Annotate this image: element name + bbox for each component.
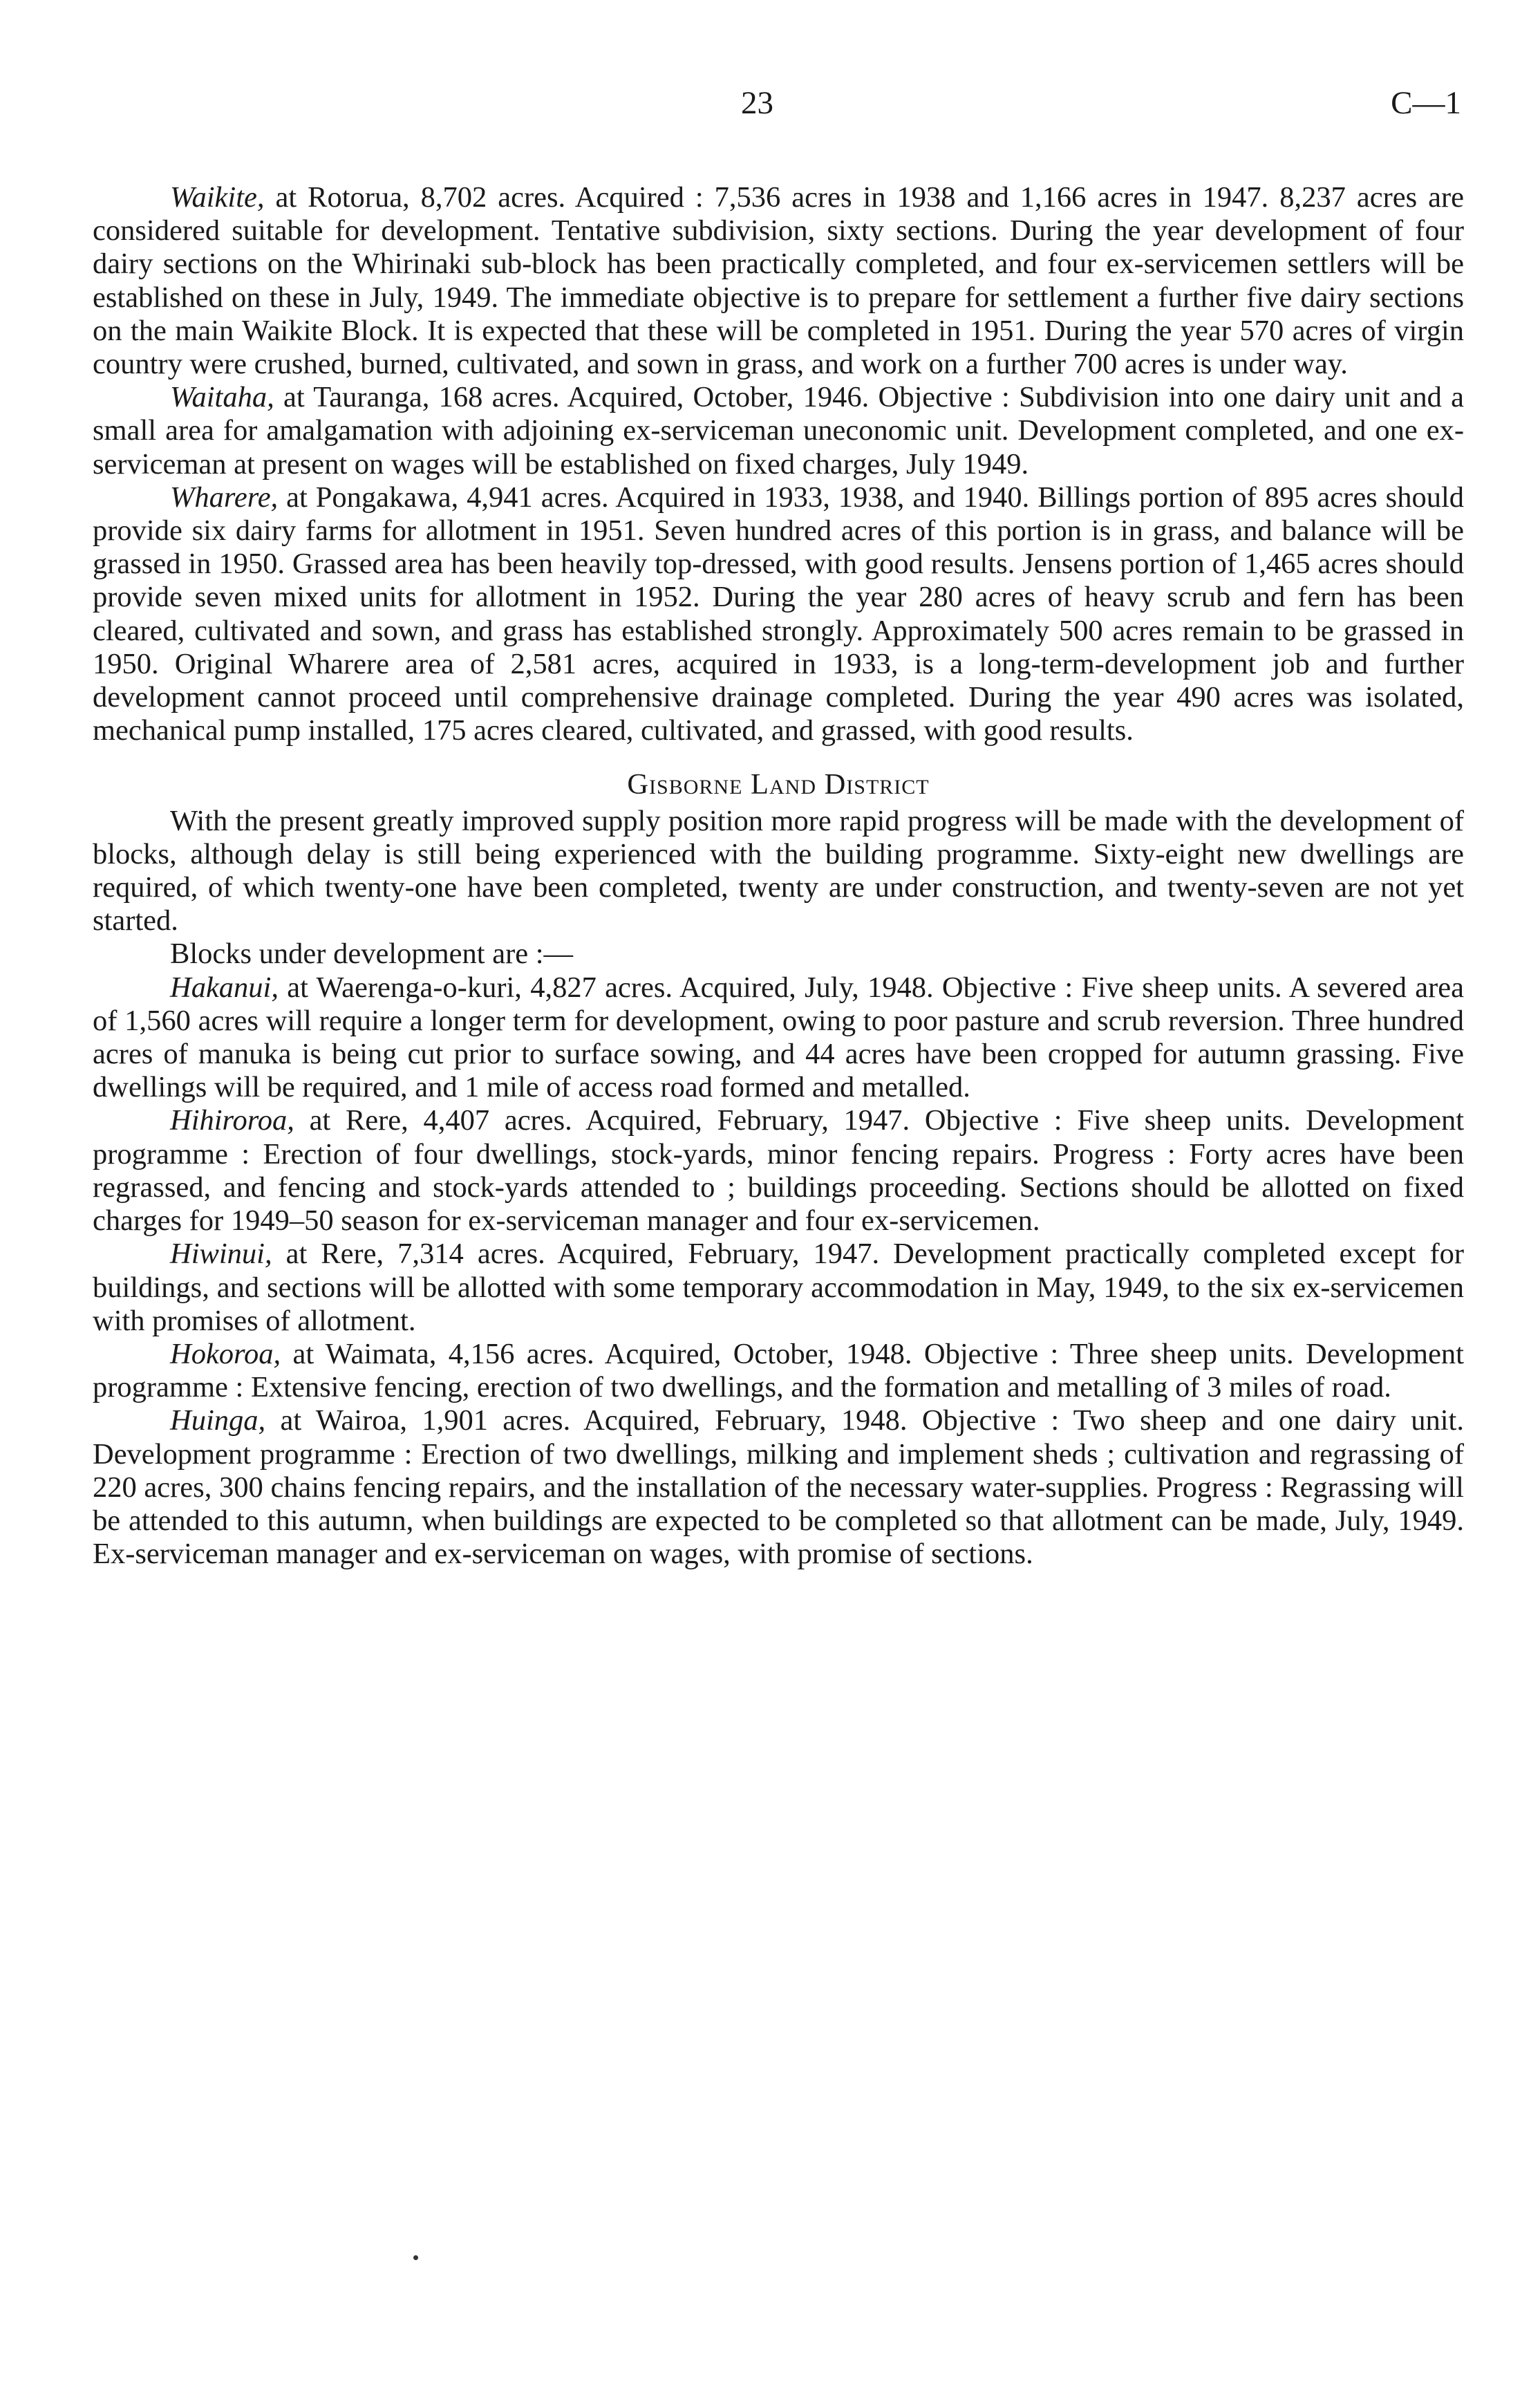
block-name: Hokoroa,	[170, 1337, 281, 1370]
document-body	[93, 181, 1464, 1571]
paragraph	[93, 1338, 1464, 1404]
block-name: Hiwinui,	[170, 1238, 272, 1271]
paragraph	[93, 1238, 1464, 1338]
section-heading: Gisborne Land District	[627, 768, 930, 801]
block-name: Hihiroroa,	[170, 1104, 294, 1137]
paragraph	[93, 971, 1464, 1105]
block-name: Waikite,	[170, 181, 265, 214]
block-name: Huinga,	[170, 1404, 266, 1437]
paragraph-text: With the present greatly improved supply position more rapid progress will be made with the development of blocks, although delay is still being experienced with the building programme. Sixty-eight new dwellings are required, of which twenty-one have been completed, twenty are under construction, and twenty-seven are not yet started.	[93, 804, 1464, 938]
document-page	[93, 0, 1464, 2388]
paragraph	[93, 181, 1464, 381]
paragraph-text: Blocks under development are :—	[170, 938, 574, 971]
block-name: Waitaha,	[170, 381, 274, 414]
paragraph	[93, 481, 1464, 748]
paragraphs-after-heading	[93, 805, 1464, 1571]
paragraph-text: at Rere, 4,407 acres. Acquired, February, 1947. Objective : Five sheep units. Development programme : Erection of four dwellings, stock-yards, minor fencing repairs. Progress : Forty acres have been regrassed, and fencing and stock-yards attended to ; buildings proceeding. Sections should be allotted on fixed charges for 1949–50 season for ex-serviceman manager and four ex-servicemen.	[93, 1104, 1464, 1238]
paragraph-text: at Waimata, 4,156 acres. Acquired, October, 1948. Objective : Three sheep units. Development programme : Extensive fencing, erection of two dwellings, and the formation and metalling of 3 miles of road.	[93, 1337, 1464, 1404]
paragraph-text: at Tauranga, 168 acres. Acquired, October, 1946. Objective : Subdivision into one dairy unit and a small area for amalgamation with adjoining ex-serviceman uneconomic unit. Development completed, and one ex-serviceman at present on wages will be established on fixed charges, July 1949.	[93, 381, 1464, 481]
paragraph	[93, 805, 1464, 938]
block-name: Wharere,	[170, 481, 279, 514]
page-header	[93, 84, 1464, 133]
page-number: 23	[741, 85, 773, 121]
paragraph-text: at Wairoa, 1,901 acres. Acquired, February, 1948. Objective : Two sheep and one dairy unit. Development programme : Erection of two dwellings, milking and implement sheds ; cultivation and regrassing of 220 acres, 300 chains fencing repairs, and the installation of the necessary water-supplies. Progress : Regrassing will be attended to this autumn, when buildings are expected to be completed so that allotment can be made, July, 1949. Ex-serviceman manager and ex-serviceman on wages, with promise of sections.	[93, 1404, 1464, 1571]
paragraph-text: at Rotorua, 8,702 acres. Acquired : 7,536 acres in 1938 and 1,166 acres in 1947. 8,237 acres are considered suitable for development. Tentative subdivision, sixty sections. During the year development of four dairy sections on the Whirinaki sub-block has been practically completed, and four ex-servicemen settlers will be established on these in July, 1949. The immediate objective is to prepare for settlement a further five dairy sections on the main Waikite Block. It is expected that these will be completed in 1951. During the year 570 acres of virgin country were crushed, burned, cultivated, and sown in grass, and work on a further 700 acres is under way.	[93, 181, 1464, 381]
paragraph	[93, 1104, 1464, 1238]
paragraph	[93, 381, 1464, 481]
paragraph	[93, 938, 1464, 971]
paragraph-text: at Pongakawa, 4,941 acres. Acquired in 1933, 1938, and 1940. Billings portion of 895 acres should provide six dairy farms for allotment in 1951. Seven hundred acres of this portion is in grass, and balance will be grassed in 1950. Grassed area has been heavily top-dressed, with good results. Jensens portion of 1,465 acres should provide seven mixed units for allotment in 1952. During the year 280 acres of heavy scrub and fern has been cleared, cultivated and sown, and grass has established strongly. Approximately 500 acres remain to be grassed in 1950. Original Wharere area of 2,581 acres, acquired in 1933, is a long-term-development job and further development cannot proceed until comprehensive drainage completed. During the year 490 acres was isolated, mechanical pump installed, 175 acres cleared, cultivated, and grassed, with good results.	[93, 481, 1464, 747]
paragraph-text: at Waerenga-o-kuri, 4,827 acres. Acquired, July, 1948. Objective : Five sheep units. A severed area of 1,560 acres will require a longer term for development, owing to poor pasture and scrub reversion. Three hundred acres of manuka is being cut prior to surface sowing, and 44 acres have been cropped for autumn grassing. Five dwellings will be required, and 1 mile of access road formed and metalled.	[93, 971, 1464, 1104]
paragraph-text: at Rere, 7,314 acres. Acquired, February, 1947. Development practically completed except for buildings, and sections will be allotted with some temporary accommodation in May, 1949, to the six ex-servicemen with promises of allotment.	[93, 1238, 1464, 1337]
block-name: Hakanui,	[170, 971, 279, 1004]
stray-mark	[413, 2255, 418, 2260]
paragraphs-before-heading	[93, 181, 1464, 747]
report-code: C—1	[1391, 85, 1461, 121]
paragraph	[93, 1404, 1464, 1571]
